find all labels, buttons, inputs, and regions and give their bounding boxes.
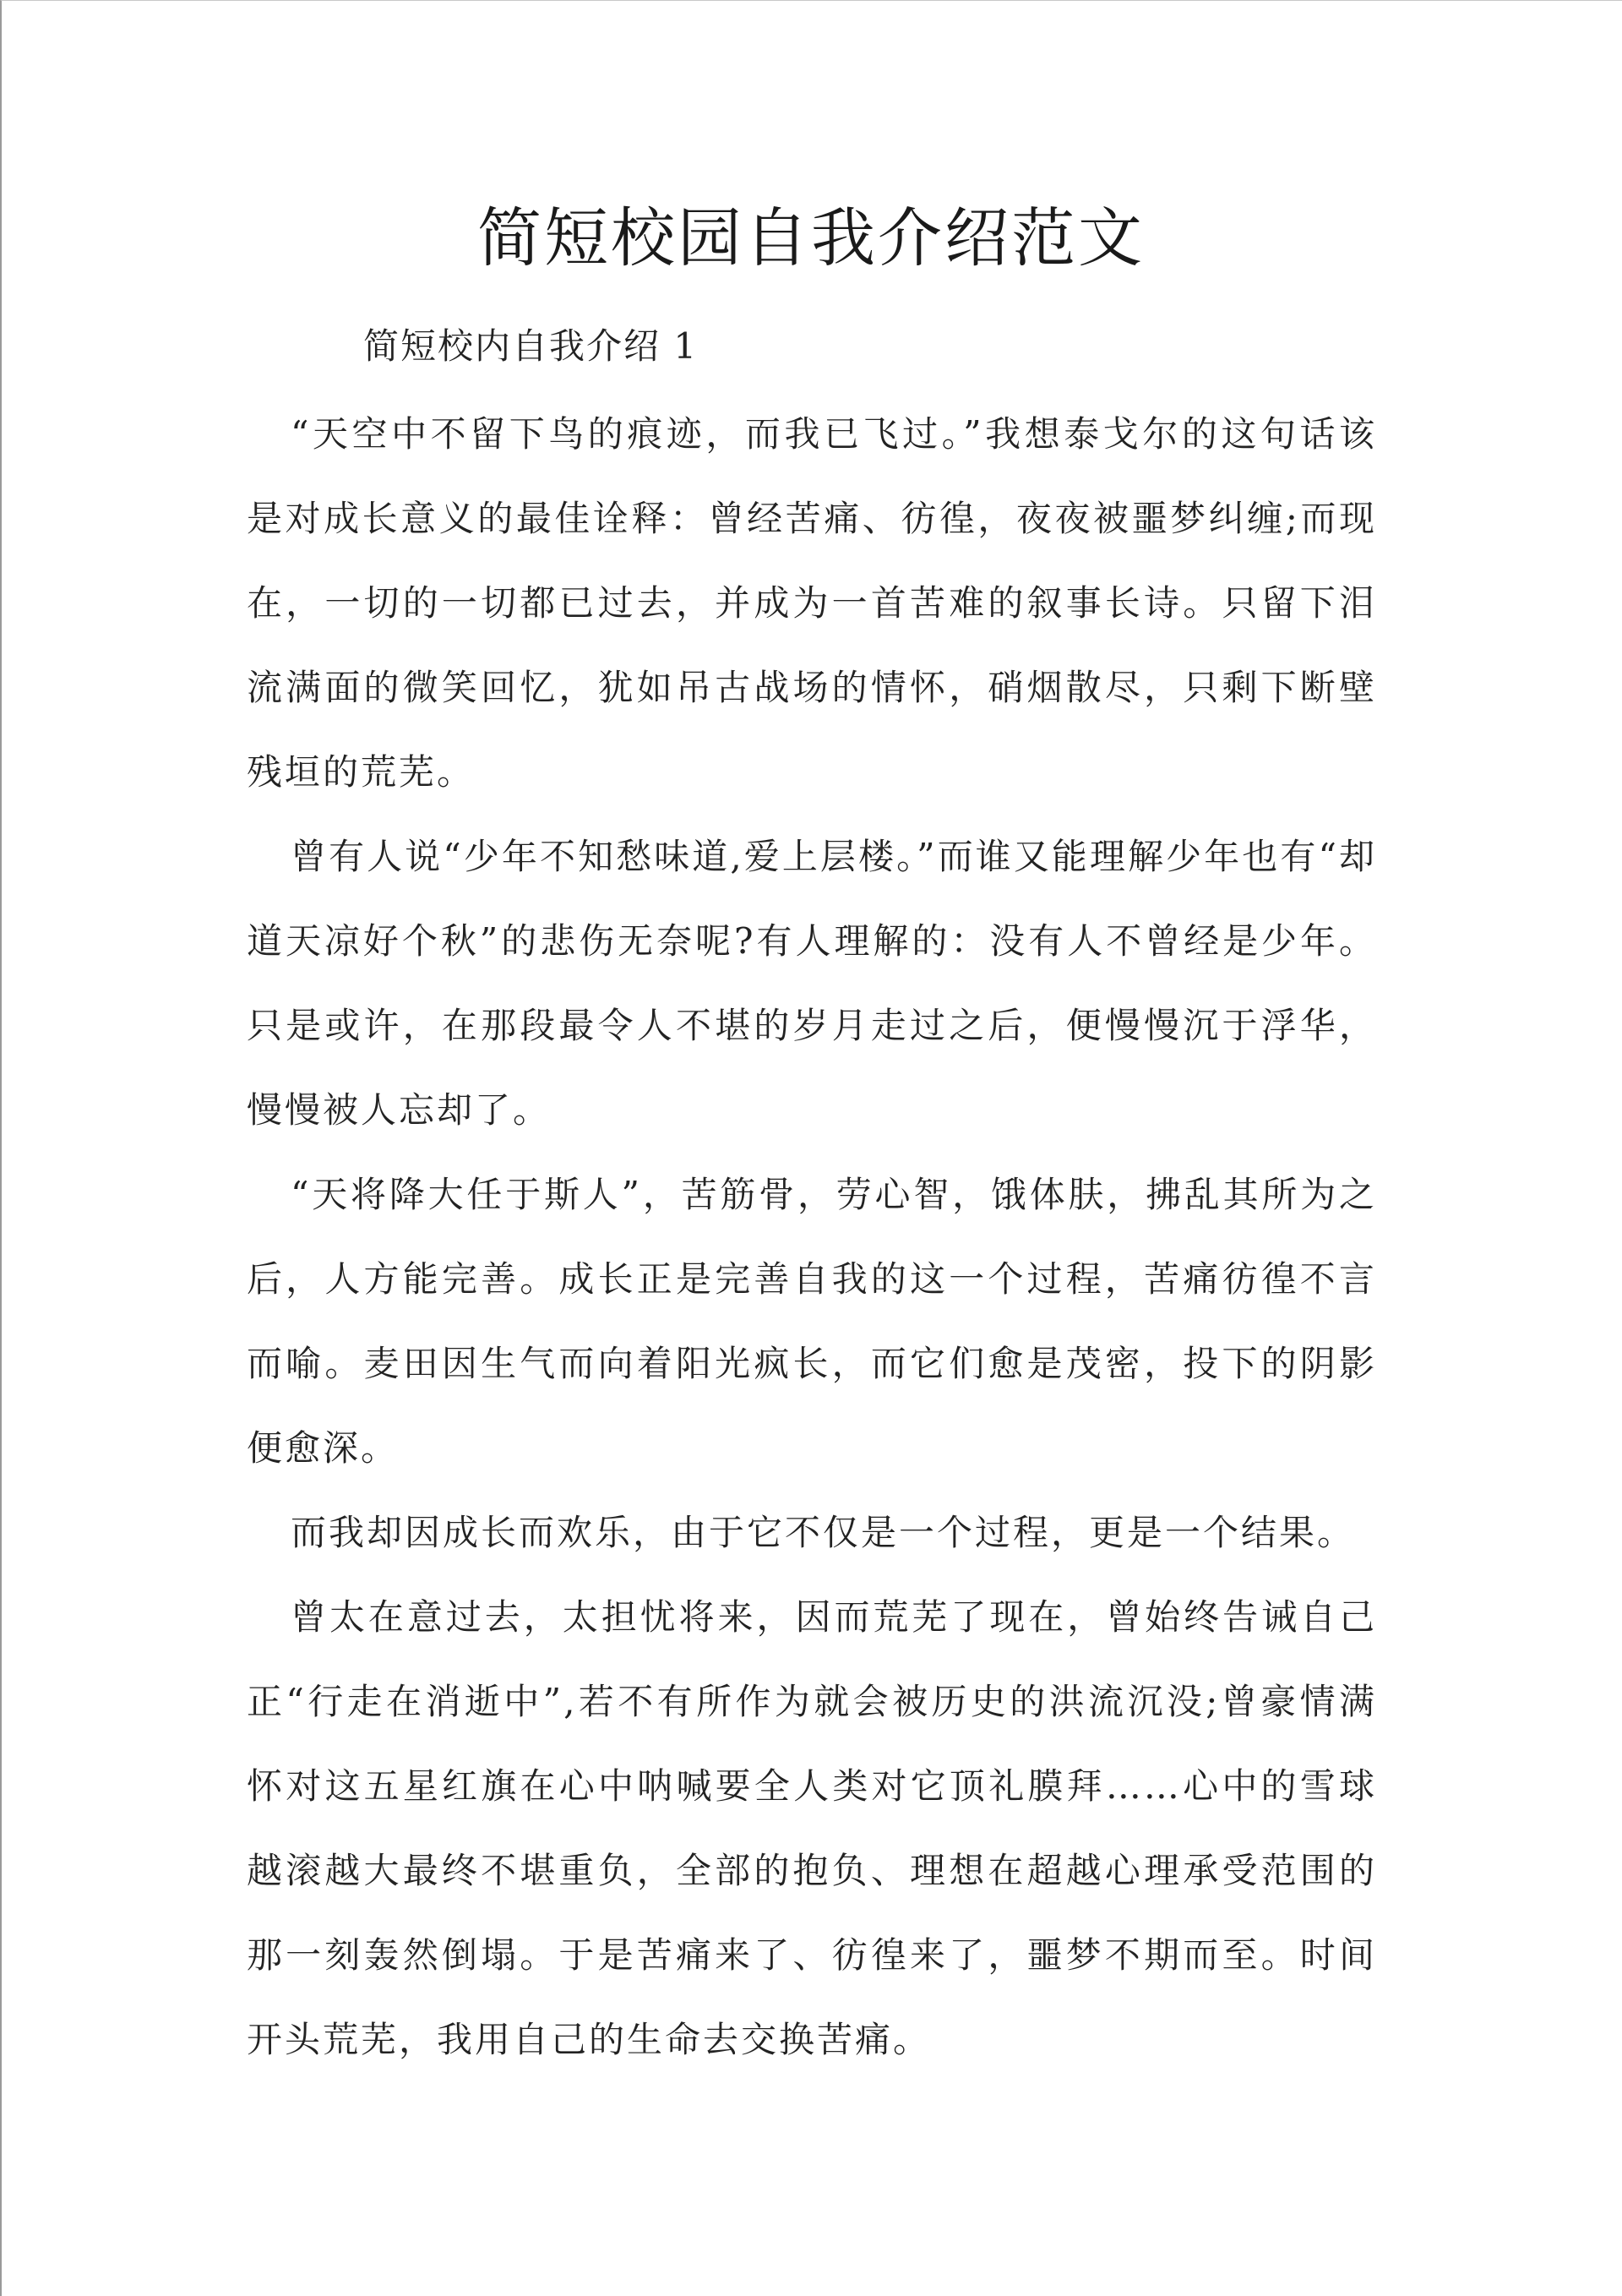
paragraph-5: 曾太在意过去，太担忧将来，因而荒芜了现在，曾始终告诫自己正“行走在消逝中”,若不有所作为就会被历史的洪流沉没;曾豪情满怀对这五星红旗在心中呐喊要全人类对它顶礼膜拜……心中的雪球越滚越大最终不堪重负，全部的抱负、理想在超越心理承受范围的那一刻轰然倒塌。于是苦痛来了、彷徨来了，噩梦不期而至。时间开头荒芜，我用自己的生命去交换苦痛。: [247, 1596, 1377, 2060]
document-title: 简短校园自我介绍范文: [477, 200, 1145, 275]
paragraph-3: “天将降大任于斯人”，苦筋骨，劳心智，饿体肤，拂乱其所为之后，人方能完善。成长正是完善自我的这一个过程，苦痛彷徨不言而喻。麦田因生气而向着阳光疯长，而它们愈是茂密，投下的阴影便愈深。: [247, 1174, 1377, 1469]
section-heading: 简短校内自我介绍 1: [363, 325, 699, 367]
paragraph-2: 曾有人说“少年不知愁味道,爱上层楼。”而谁又能理解少年也有“却道天凉好个秋”的悲伤无奈呢?有人理解的：没有人不曾经是少年。只是或许，在那段最令人不堪的岁月走过之后，便慢慢沉于浮华，慢慢被人忘却了。: [247, 836, 1377, 1131]
paragraph-1: “天空中不留下鸟的痕迹，而我已飞过。”我想泰戈尔的这句话该是对成长意义的最佳诠释：曾经苦痛、彷徨，夜夜被噩梦纠缠;而现在，一切的一切都已过去，并成为一首苦难的叙事长诗。只留下泪流满面的微笑回忆，犹如吊古战场的情怀，硝烟散尽，只剩下断壁残垣的荒芜。: [247, 413, 1377, 793]
paragraph-4: 而我却因成长而欢乐，由于它不仅是一个过程，更是一个结果。: [291, 1512, 1356, 1553]
